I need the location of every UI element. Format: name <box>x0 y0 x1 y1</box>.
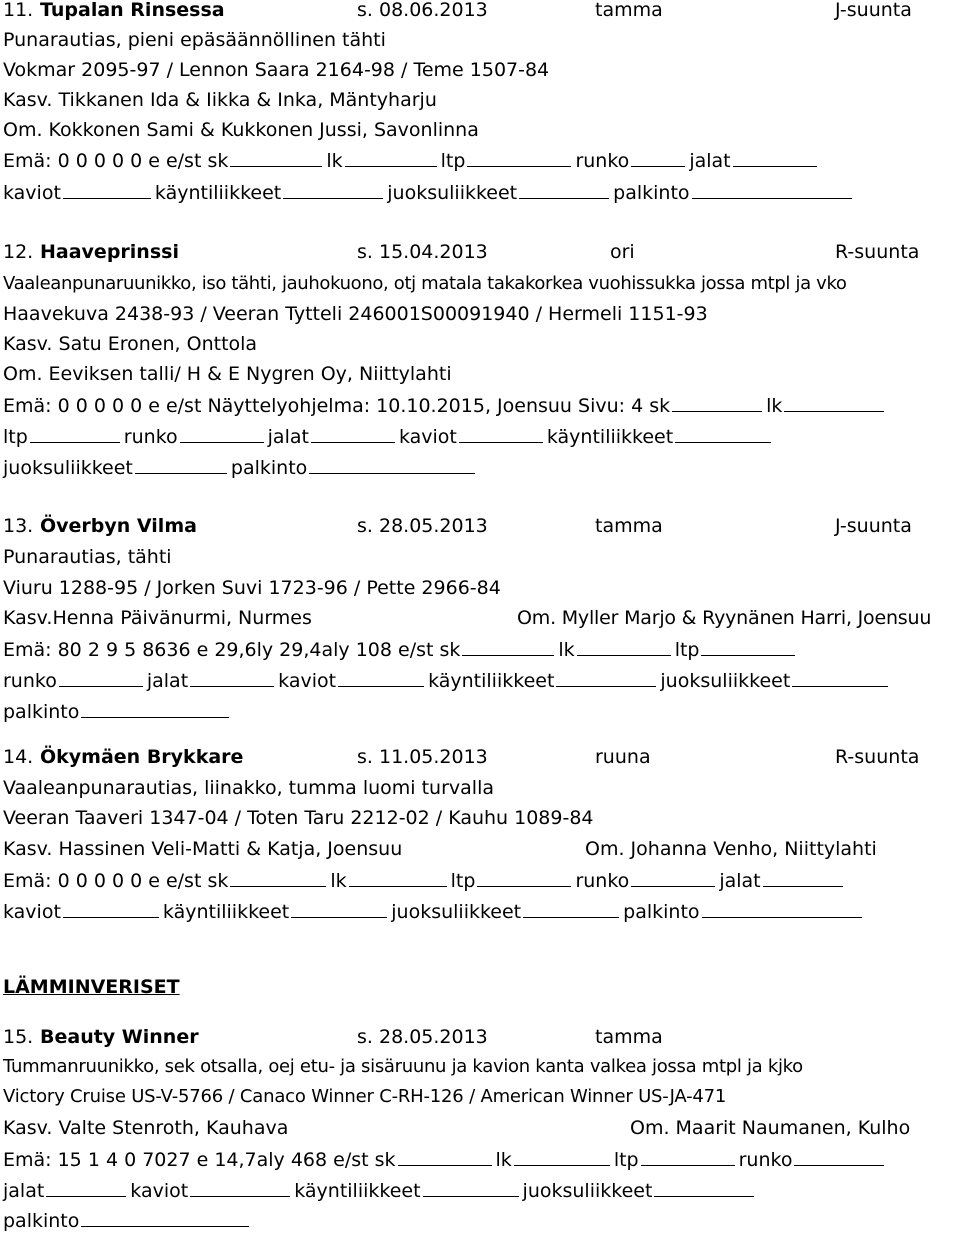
juoksuliikkeet-blank[interactable] <box>135 455 227 474</box>
field-label: juoksuliikkeet <box>391 901 522 923</box>
breeder-owner-line <box>3 606 958 630</box>
horse-color: Tummanruunikko, sek otsalla, oej etu- ja sisäruunu ja kavion kanta valkea jossa mtpl ja kjko <box>3 1056 803 1077</box>
field-label: juoksuliikkeet <box>660 670 791 692</box>
kaviot-blank[interactable] <box>63 180 151 199</box>
field-label: kaviot <box>398 426 457 448</box>
ltp-blank[interactable] <box>477 868 571 887</box>
field-label: käyntiliikkeet <box>154 182 282 204</box>
field-label: jalat <box>3 1180 45 1202</box>
pedigree: Veeran Taaveri 1347-04 / Toten Taru 2212-02 / Kauhu 1089-84 <box>3 807 594 829</box>
juoksuliikkeet-blank[interactable] <box>519 180 609 199</box>
direction: R-suunta <box>835 241 920 263</box>
palkinto-blank[interactable] <box>692 180 852 199</box>
kayntiliikkeet-blank[interactable] <box>423 1178 519 1197</box>
field-label: kaviot <box>278 670 337 692</box>
field-label: ltp <box>450 870 476 892</box>
score-line <box>3 1178 758 1202</box>
field-label: jalat <box>267 426 309 448</box>
entry-header <box>3 514 958 538</box>
dam-info: Emä: 0 0 0 0 0 e e/st sk <box>3 150 229 172</box>
entry-number: 15. <box>3 1026 34 1048</box>
score-line <box>3 424 775 448</box>
horse-sex: tamma <box>595 1026 663 1048</box>
horse-sex: tamma <box>595 0 663 21</box>
pedigree: Vokmar 2095-97 / Lennon Saara 2164-98 / Teme 1507-84 <box>3 59 550 81</box>
field-label: kaviot <box>3 182 61 204</box>
entry-number: 14. <box>3 746 34 768</box>
dam-info: Emä: 80 2 9 5 8636 e 29,6ly 29,4aly 108 e/st sk <box>3 639 461 661</box>
birth-date: s. 11.05.2013 <box>357 746 488 768</box>
entry-header <box>3 240 958 264</box>
sk-blank[interactable] <box>672 393 762 412</box>
field-label: runko <box>123 426 178 448</box>
horse-color: Punarautias, pieni epäsäännöllinen tähti <box>3 29 386 51</box>
horse-color: Punarautias, tähti <box>3 546 172 568</box>
horse-sex: tamma <box>595 515 663 537</box>
field-label: käyntiliikkeet <box>294 1180 421 1202</box>
field-label: palkinto <box>623 901 700 923</box>
field-label: ltp <box>674 639 700 661</box>
field-label: runko <box>575 150 630 172</box>
dam-info: Emä: 0 0 0 0 0 e e/st sk <box>3 870 229 892</box>
field-label: käyntiliikkeet <box>428 670 555 692</box>
sk-blank[interactable] <box>398 1147 492 1166</box>
score-line <box>3 1147 888 1171</box>
runko-blank[interactable] <box>59 668 143 687</box>
palkinto-blank[interactable] <box>702 899 862 918</box>
kaviot-blank[interactable] <box>190 1178 290 1197</box>
sk-blank[interactable] <box>462 637 554 656</box>
field-label: jalat <box>719 870 761 892</box>
field-label: lk <box>766 395 783 417</box>
lk-blank[interactable] <box>577 637 671 656</box>
dam-info: Emä: 0 0 0 0 0 e e/st Näyttelyohjelma: 10.10.2015, Joensuu Sivu: 4 sk <box>3 395 671 417</box>
section-heading: LÄMMINVERISET <box>3 976 180 998</box>
field-label: runko <box>738 1149 793 1171</box>
score-line <box>3 899 866 923</box>
birth-date: s. 08.06.2013 <box>357 0 488 21</box>
jalat-blank[interactable] <box>763 868 843 887</box>
horse-name: Haaveprinssi <box>40 241 179 263</box>
breeder: Kasv.Henna Päivänurmi, Nurmes <box>3 607 312 629</box>
score-line <box>3 1208 253 1232</box>
dam-info: Emä: 15 1 4 0 7027 e 14,7aly 468 e/st sk <box>3 1149 396 1171</box>
score-line <box>3 868 847 892</box>
entry-number: 13. <box>3 515 34 537</box>
palkinto-blank[interactable] <box>81 699 229 718</box>
field-label: jalat <box>146 670 189 692</box>
entry-number: 12. <box>3 241 34 263</box>
field-label: ltp <box>3 426 28 448</box>
kayntiliikkeet-blank[interactable] <box>556 668 656 687</box>
direction: J-suunta <box>835 515 912 537</box>
runko-blank[interactable] <box>631 148 685 167</box>
field-label: ltp <box>440 150 466 172</box>
breeder-owner-line <box>3 1116 958 1140</box>
field-label: runko <box>575 870 630 892</box>
jalat-blank[interactable] <box>733 148 817 167</box>
field-label: kaviot <box>130 1180 189 1202</box>
entry-number: 11. <box>3 0 34 21</box>
owner: Om. Johanna Venho, Niittylahti <box>585 838 877 860</box>
horse-name: Överbyn Vilma <box>40 515 197 537</box>
runko-blank[interactable] <box>180 424 264 443</box>
kayntiliikkeet-blank[interactable] <box>291 899 387 918</box>
score-line <box>3 637 799 661</box>
ltp-blank[interactable] <box>30 424 120 443</box>
field-label: palkinto <box>3 701 80 723</box>
score-line <box>3 668 892 692</box>
pedigree: Viuru 1288-95 / Jorken Suvi 1723-96 / Pette 2966-84 <box>3 577 501 599</box>
field-label: jalat <box>689 150 731 172</box>
ltp-blank[interactable] <box>701 637 795 656</box>
field-label: lk <box>326 150 343 172</box>
horse-name: Beauty Winner <box>40 1026 199 1048</box>
breeder-owner-line <box>3 837 958 861</box>
score-line <box>3 180 856 204</box>
field-label: palkinto <box>3 1210 80 1232</box>
field-label: lk <box>495 1149 512 1171</box>
birth-date: s. 15.04.2013 <box>357 241 488 263</box>
pedigree: Victory Cruise US-V-5766 / Canaco Winner C-RH-126 / American Winner US-JA-471 <box>3 1086 727 1107</box>
pedigree: Haavekuva 2438-93 / Veeran Tytteli 246001S00091940 / Hermeli 1151-93 <box>3 303 708 325</box>
palkinto-blank[interactable] <box>309 455 475 474</box>
birth-date: s. 28.05.2013 <box>357 515 488 537</box>
entry-header <box>3 745 958 769</box>
field-label: juoksuliikkeet <box>522 1180 653 1202</box>
score-line <box>3 393 888 417</box>
runko-blank[interactable] <box>794 1147 884 1166</box>
horse-color: Vaaleanpunaruunikko, iso tähti, jauhokuono, otj matala takakorkea vuohissukka jossa mtpl ja vko <box>3 273 847 294</box>
breeder: Kasv. Hassinen Veli-Matti & Katja, Joensuu <box>3 838 403 860</box>
jalat-blank[interactable] <box>190 668 274 687</box>
entry-header <box>3 0 958 22</box>
kayntiliikkeet-blank[interactable] <box>675 424 771 443</box>
horse-name: Ökymäen Brykkare <box>40 746 244 768</box>
field-label: palkinto <box>613 182 690 204</box>
horse-name: Tupalan Rinsessa <box>40 0 225 21</box>
jalat-blank[interactable] <box>311 424 395 443</box>
score-line <box>3 148 821 172</box>
lk-blank[interactable] <box>514 1147 610 1166</box>
kaviot-blank[interactable] <box>459 424 543 443</box>
sk-blank[interactable] <box>230 868 326 887</box>
field-label: juoksuliikkeet <box>3 457 133 479</box>
direction: J-suunta <box>835 0 912 21</box>
breeder: Kasv. Tikkanen Ida & Iikka & Inka, Mäntyharju <box>3 89 437 111</box>
entry-header <box>3 1025 958 1049</box>
kaviot-blank[interactable] <box>63 899 159 918</box>
kaviot-blank[interactable] <box>338 668 424 687</box>
field-label: käyntiliikkeet <box>162 901 290 923</box>
horse-sex: ruuna <box>595 746 651 768</box>
field-label: kaviot <box>3 901 61 923</box>
field-label: ltp <box>613 1149 639 1171</box>
field-label: runko <box>3 670 57 692</box>
juoksuliikkeet-blank[interactable] <box>792 668 888 687</box>
lk-blank[interactable] <box>784 393 884 412</box>
breeder: Kasv. Satu Eronen, Onttola <box>3 333 258 355</box>
ltp-blank[interactable] <box>467 148 571 167</box>
ltp-blank[interactable] <box>641 1147 735 1166</box>
juoksuliikkeet-blank[interactable] <box>654 1178 754 1197</box>
field-label: lk <box>558 639 575 661</box>
owner: Om. Kokkonen Sami & Kukkonen Jussi, Savonlinna <box>3 119 479 141</box>
horse-sex: ori <box>610 241 635 263</box>
lk-blank[interactable] <box>345 148 437 167</box>
runko-blank[interactable] <box>631 868 715 887</box>
field-label: käyntiliikkeet <box>546 426 674 448</box>
juoksuliikkeet-blank[interactable] <box>523 899 619 918</box>
horse-color: Vaaleanpunarautias, liinakko, tumma luomi turvalla <box>3 777 495 799</box>
owner: Om. Myller Marjo & Ryynänen Harri, Joensuu <box>517 607 932 629</box>
breeder: Kasv. Valte Stenroth, Kauhava <box>3 1117 289 1139</box>
field-label: juoksuliikkeet <box>387 182 518 204</box>
direction: R-suunta <box>835 746 920 768</box>
field-label: lk <box>330 870 347 892</box>
jalat-blank[interactable] <box>46 1178 126 1197</box>
palkinto-blank[interactable] <box>81 1208 249 1227</box>
birth-date: s. 28.05.2013 <box>357 1026 488 1048</box>
lk-blank[interactable] <box>349 868 447 887</box>
owner: Om. Eeviksen talli/ H & E Nygren Oy, Niittylahti <box>3 363 452 385</box>
owner: Om. Maarit Naumanen, Kulho <box>630 1117 911 1139</box>
kayntiliikkeet-blank[interactable] <box>283 180 383 199</box>
score-line <box>3 699 233 723</box>
sk-blank[interactable] <box>230 148 322 167</box>
field-label: palkinto <box>230 457 308 479</box>
score-line <box>3 455 479 479</box>
